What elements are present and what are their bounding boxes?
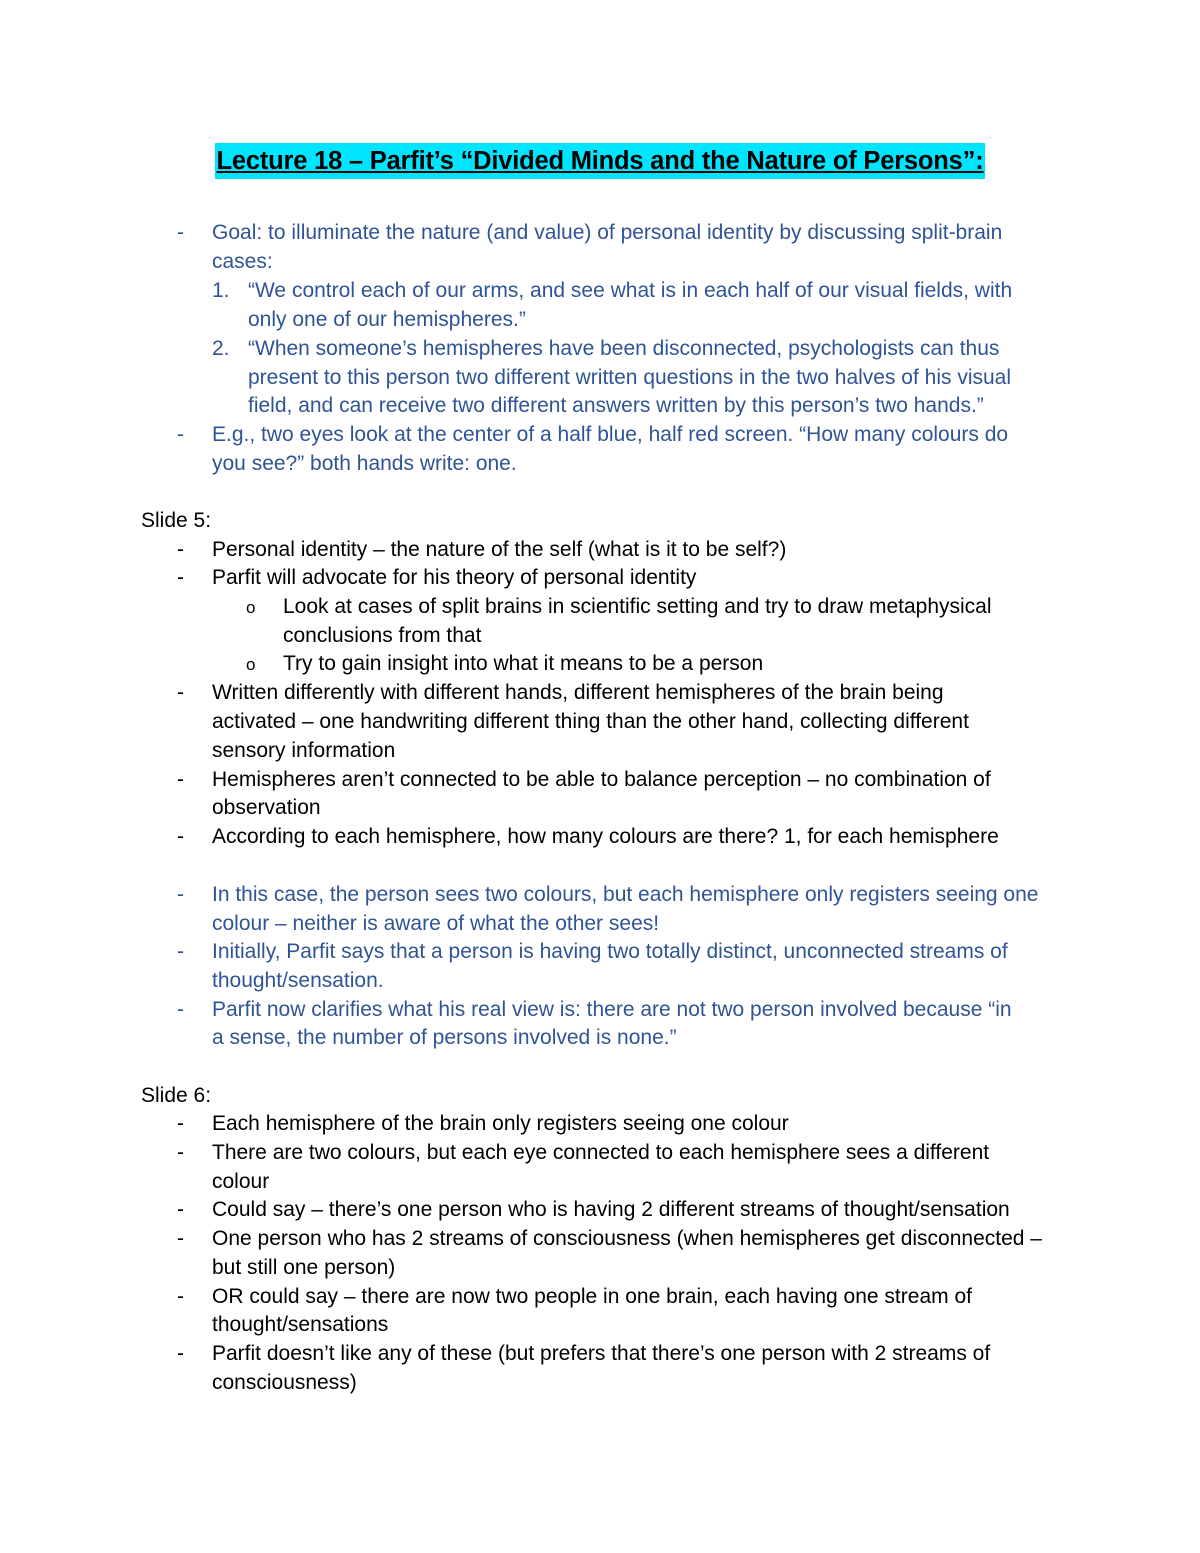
slide-5-bullet-3-line-3: sensory information	[212, 739, 396, 762]
bullet-dash: -	[177, 1227, 184, 1250]
bullet-dash: -	[177, 566, 184, 589]
page-title-wrap	[0, 143, 1200, 179]
slide-5-note-1-line-1: In this case, the person sees two colours, but each hemisphere only registers seeing one	[212, 883, 1039, 906]
slide-5-bullet-3-line-2: activated – one handwriting different thing than the other hand, collecting different	[212, 710, 969, 733]
slide-6-bullet-1: Each hemisphere of the brain only registers seeing one colour	[212, 1112, 789, 1135]
page-title: Lecture 18 – Parfit’s “Divided Minds and the Nature of Persons”:	[215, 143, 984, 179]
bullet-dash: -	[177, 998, 184, 1021]
sub-bullet-circle: o	[246, 598, 256, 617]
slide-5-bullet-5: According to each hemisphere, how many colours are there? 1, for each hemisphere	[212, 825, 999, 848]
slide-5-sub-1-line-1: Look at cases of split brains in scientific setting and try to draw metaphysical	[283, 595, 992, 618]
slide-5-note-3-line-1: Parfit now clarifies what his real view is: there are not two person involved because “in	[212, 998, 1012, 1021]
bullet-dash: -	[177, 221, 184, 244]
bullet-dash: -	[177, 1285, 184, 1308]
slide-6-bullet-2-line-1: There are two colours, but each eye connected to each hemisphere sees a different	[212, 1141, 990, 1164]
bullet-dash: -	[177, 940, 184, 963]
slide-5-bullet-3-line-1: Written differently with different hands, different hemispheres of the brain being	[212, 681, 944, 704]
slide-6-bullet-6-line-1: Parfit doesn’t like any of these (but prefers that there’s one person with 2 streams of	[212, 1342, 991, 1365]
slide-5-sub-1-line-2: conclusions from that	[283, 624, 482, 647]
quote-2-line-1: “When someone’s hemispheres have been disconnected, psychologists can thus	[248, 337, 1000, 360]
quote-1-line-1: “We control each of our arms, and see what is in each half of our visual fields, with	[248, 279, 1013, 302]
goal-line-2: cases:	[212, 250, 273, 273]
quote-2-line-3: field, and can receive two different answers written by this person’s two hands.”	[248, 394, 984, 417]
slide-5-note-2-line-2: thought/sensation.	[212, 969, 384, 992]
slide-6-bullet-5-line-2: thought/sensations	[212, 1313, 389, 1336]
bullet-dash: -	[177, 1342, 184, 1365]
slide-6-bullet-2-line-2: colour	[212, 1170, 270, 1193]
example-line-2: you see?” both hands write: one.	[212, 452, 517, 475]
slide-5-note-1-line-2: colour – neither is aware of what the other sees!	[212, 912, 660, 935]
goal-line-1: Goal: to illuminate the nature (and value) of personal identity by discussing split-brain	[212, 221, 1003, 244]
bullet-dash: -	[177, 681, 184, 704]
slide-6-bullet-4-line-1: One person who has 2 streams of consciousness (when hemispheres get disconnected –	[212, 1227, 1042, 1250]
quote-2-line-2: present to this person two different written questions in the two halves of his visual	[248, 366, 1012, 389]
slide-6-bullet-5-line-1: OR could say – there are now two people in one brain, each having one stream of	[212, 1285, 972, 1308]
slide-6-bullet-6-line-2: consciousness)	[212, 1371, 357, 1394]
bullet-dash: -	[177, 768, 184, 791]
bullet-dash: -	[177, 538, 184, 561]
bullet-dash: -	[177, 1112, 184, 1135]
slide-6-heading: Slide 6:	[141, 1084, 212, 1107]
bullet-dash: -	[177, 883, 184, 906]
slide-5-bullet-4-line-1: Hemispheres aren’t connected to be able to balance perception – no combination of	[212, 768, 991, 791]
slide-5-sub-2: Try to gain insight into what it means to be a person	[283, 652, 764, 675]
slide-6-bullet-3: Could say – there’s one person who is having 2 different streams of thought/sensation	[212, 1198, 1010, 1221]
list-number-1: 1.	[212, 279, 230, 302]
slide-5-bullet-1: Personal identity – the nature of the self (what is it to be self?)	[212, 538, 787, 561]
slide-5-heading: Slide 5:	[141, 509, 212, 532]
quote-1-line-2: only one of our hemispheres.”	[248, 308, 526, 331]
bullet-dash: -	[177, 1141, 184, 1164]
bullet-dash: -	[177, 423, 184, 446]
slide-5-note-3-line-2: a sense, the number of persons involved is none.”	[212, 1026, 677, 1049]
bullet-dash: -	[177, 825, 184, 848]
slide-6-bullet-4-line-2: but still one person)	[212, 1256, 396, 1279]
sub-bullet-circle: o	[246, 655, 256, 674]
list-number-2: 2.	[212, 337, 230, 360]
slide-5-bullet-2: Parfit will advocate for his theory of personal identity	[212, 566, 697, 589]
example-line-1: E.g., two eyes look at the center of a half blue, half red screen. “How many colours do	[212, 423, 1009, 446]
bullet-dash: -	[177, 1198, 184, 1221]
slide-5-note-2-line-1: Initially, Parfit says that a person is having two totally distinct, unconnected streams of	[212, 940, 1008, 963]
slide-5-bullet-4-line-2: observation	[212, 796, 321, 819]
